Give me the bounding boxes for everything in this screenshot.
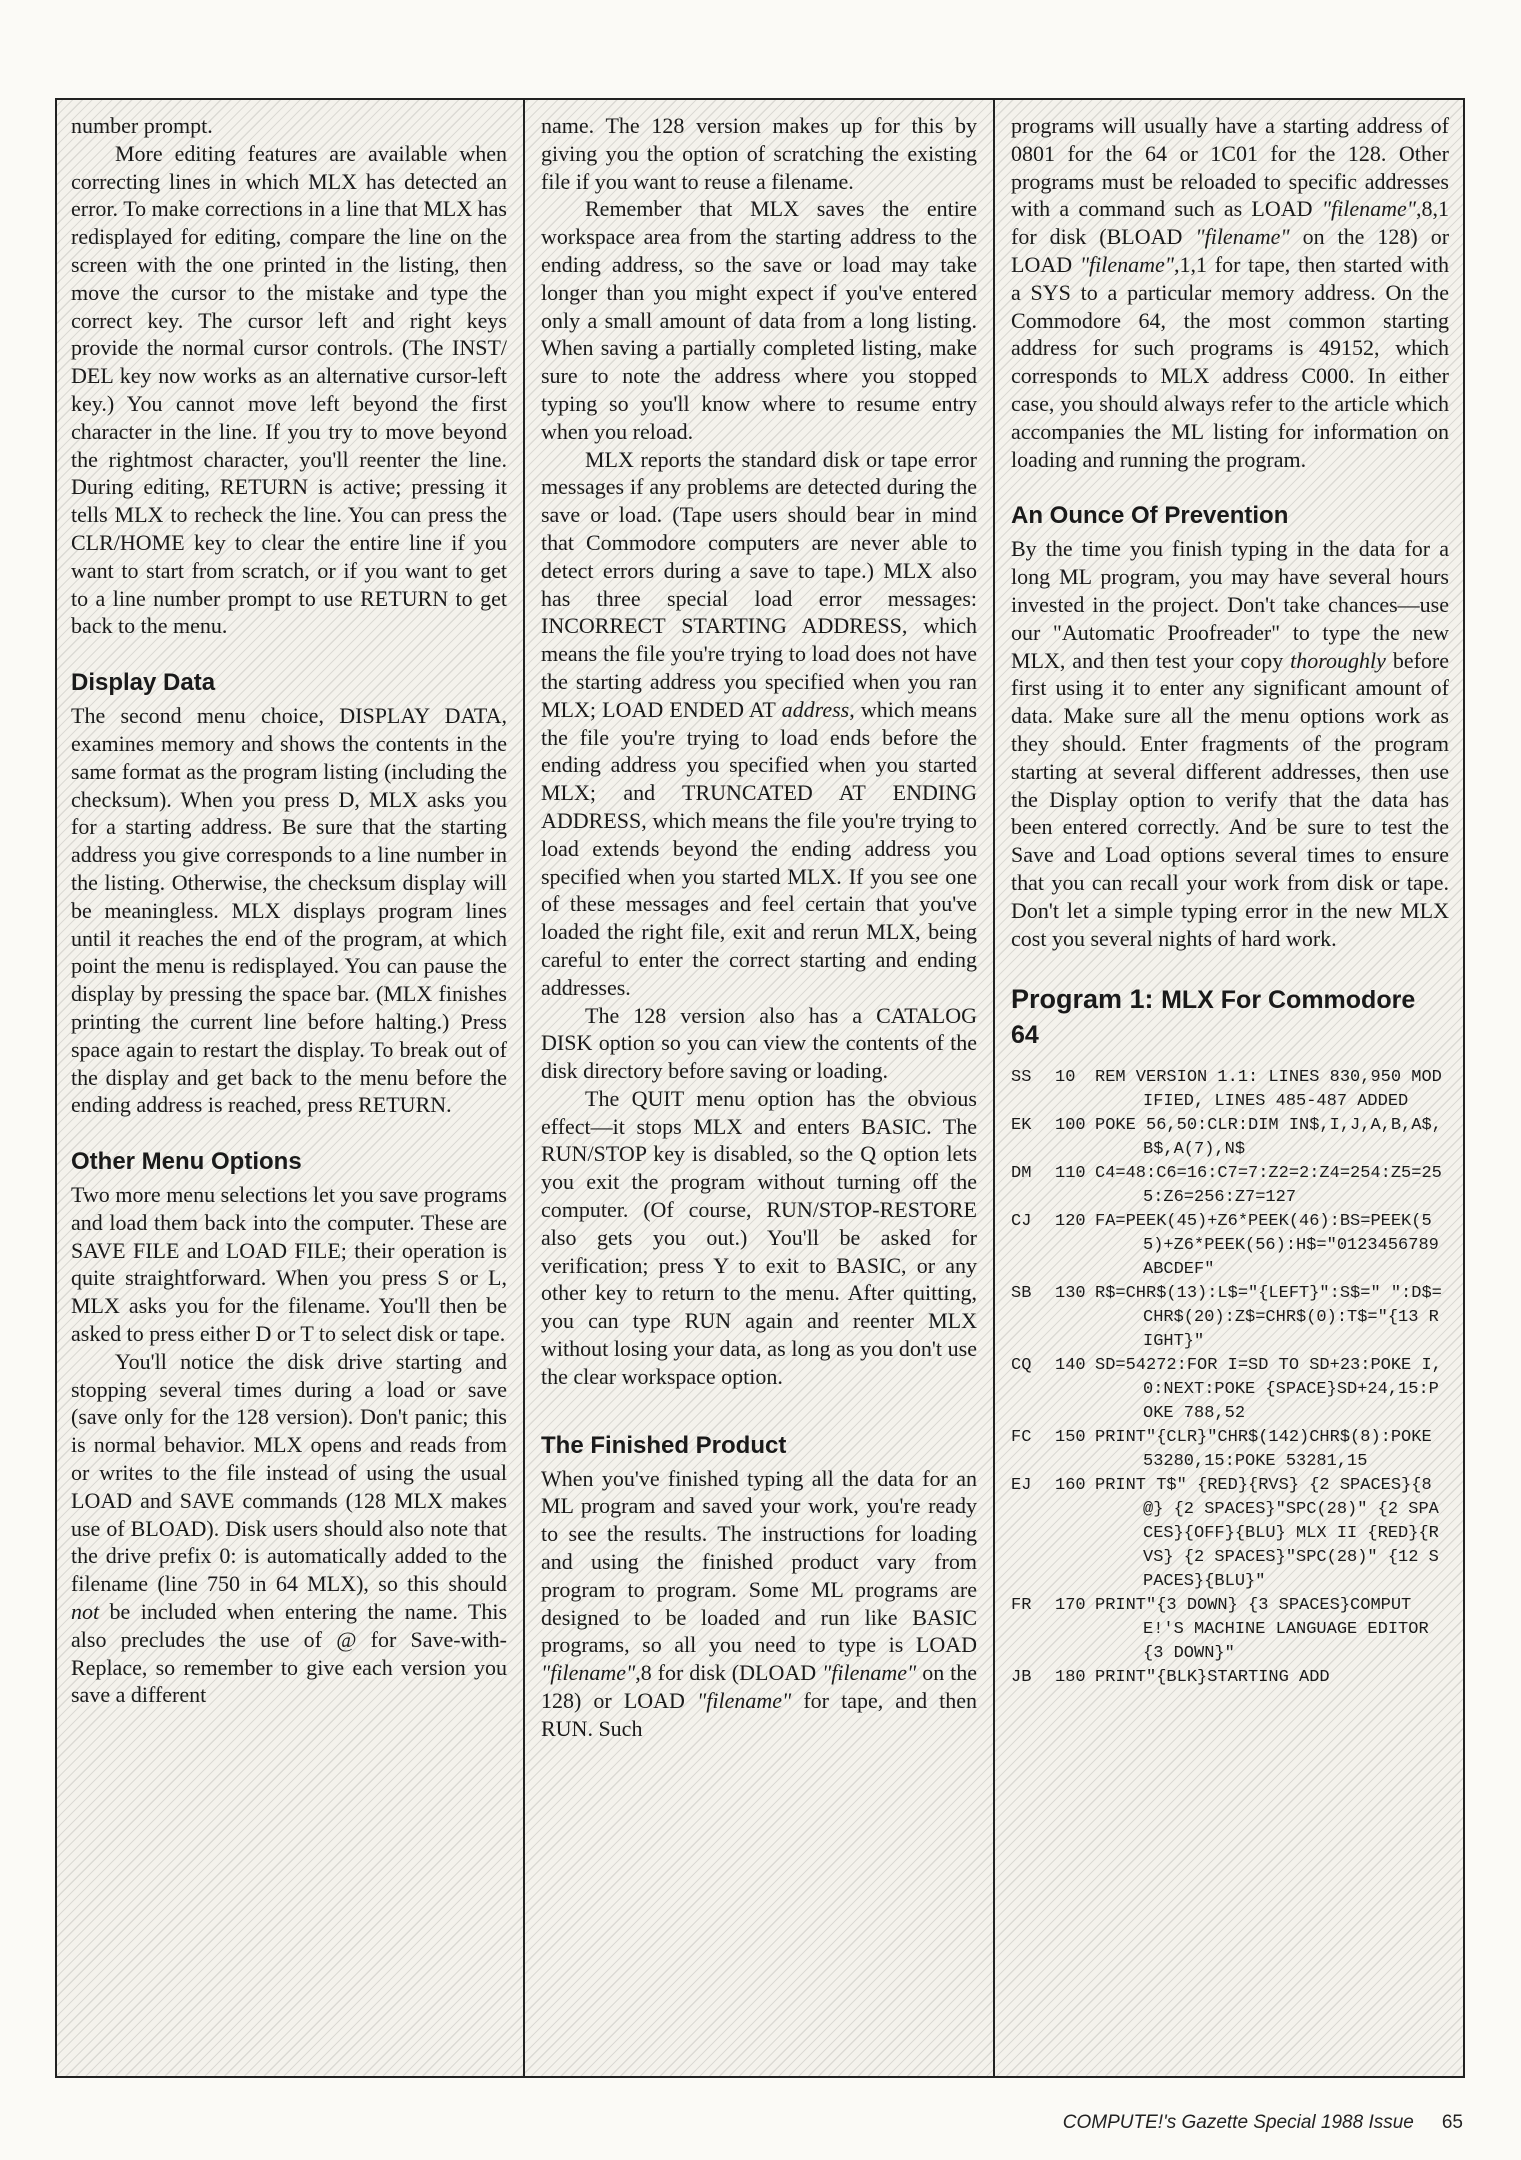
text-run: ,8,1 for disk (BLOAD [1011, 196, 1449, 250]
checksum: EJ [1011, 1476, 1032, 1496]
code-text: PRINT"{CLR}"CHR$(142)CHR$(8):POKE 53280,15:POKE 53281,15 [1095, 1428, 1432, 1472]
listing-line [1011, 1666, 1449, 1690]
line-number: 10 [1055, 1068, 1076, 1088]
emphasis: "filename" [1195, 224, 1290, 250]
code-text: PRINT"{BLK}STARTING ADD [1095, 1668, 1330, 1688]
line-number: 120 [1055, 1212, 1086, 1232]
listing-line [1011, 1474, 1449, 1594]
paragraph: The 128 version also has a CATALOG DISK option so you can view the contents of the disk directory before saving or loading. [541, 1002, 977, 1084]
page-footer [1063, 2112, 1463, 2134]
code-text: POKE 56,50:CLR:DIM IN$,I,J,A,B,A$,B$,A(7),N$ [1095, 1116, 1442, 1160]
text-run: By the time you finish typing in the data for a long ML program, you may have several hours invested in the project. Don't take chances—use our "Automatic Proofreader" to type the new MLX, and then test your copy [1011, 536, 1449, 673]
checksum: FR [1011, 1596, 1032, 1616]
paragraph: name. The 128 version makes up for this by giving you the option of scratching the existing file if you want to reuse a filename. [541, 113, 977, 194]
paragraph: The second menu choice, DISPLAY DATA, examines memory and shows the contents in the same format as the program listing (including the checksum). When you press D, MLX asks you for a starting address. Be sure that the starting address you give corresponds to a line number in the listing. Otherwise, the checksum display will be meaningless. MLX displays program lines until it reaches the end of the program, at which point the menu is redisplayed. You can pause the display by pressing the space bar. (MLX finishes printing the current line before halting.) Press space again to restart the display. To break out of the display and get back to the menu before the ending address is reached, press RETURN. [71, 703, 507, 1118]
checksum: SB [1011, 1284, 1032, 1304]
code-text: C4=48:C6=16:C7=7:Z2=2:Z4=254:Z5=255:Z6=256:Z7=127 [1095, 1164, 1442, 1208]
listing-line [1011, 1066, 1449, 1114]
text-run: ,8 for disk (DLOAD [635, 1660, 817, 1686]
text-run: When you've finished typing all the data for an ML program and saved your work, you're ready to see the results. The instructions for loading and using the finished product vary from program to program. Some ML programs are designed to be loaded and run like BASIC programs, so all you need to type is LOAD [541, 1465, 977, 1658]
paragraph: number prompt. [71, 113, 213, 138]
checksum: EK [1011, 1116, 1032, 1136]
column-2 [525, 98, 995, 2078]
page-top-margin [0, 0, 1521, 98]
text-run: on the 128) or LOAD [541, 1660, 977, 1714]
listing-line [1011, 1594, 1449, 1666]
program-label: Program 1: [1011, 984, 1154, 1015]
listing-line [1011, 1282, 1449, 1354]
code-text: R$=CHR$(13):L$="{LEFT}":S$=" ":D$=CHR$(20):Z$=CHR$(0):T$="{13 RIGHT}" [1095, 1284, 1442, 1352]
magazine-title: COMPUTE!'s Gazette Special 1988 Issue [1062, 2112, 1414, 2133]
emphasis: "filename" [541, 1660, 636, 1686]
page-number: 65 [1441, 2112, 1463, 2133]
line-number: 110 [1055, 1164, 1086, 1184]
emphasis: "filename" [822, 1660, 917, 1686]
line-number: 130 [1055, 1284, 1086, 1304]
paragraph [541, 446, 977, 1002]
section-heading-finished-product: The Finished Product [541, 1431, 787, 1459]
text-run: programs will usually have a starting address of 0801 for the 64 or 1C01 for the 128. Other programs must be reloaded to specific addresses with a command such as LOAD [1011, 113, 1449, 222]
text-run: for tape, and then RUN. Such [541, 1688, 978, 1741]
line-number: 160 [1055, 1476, 1086, 1496]
paragraph: Two more menu selections let you save programs and load them back into the computer. These are SAVE FILE and LOAD FILE; their operation is quite straightforward. When you press S or L, MLX asks you for the filename. You'll then be asked to press either D or T to select disk or tape. [71, 1182, 507, 1347]
text-run: on the 128) or LOAD [1011, 224, 1450, 277]
section-heading-other-menu-options: Other Menu Options [71, 1148, 302, 1176]
emphasis: not [71, 1599, 100, 1625]
emphasis: "filename" [1079, 251, 1175, 277]
listing-line [1011, 1114, 1449, 1162]
paragraph [541, 1465, 977, 1743]
text-run: You'll notice the disk drive starting and stopping several times during a load or save (save only for the 128 version). Don't panic; this is normal behavior. MLX opens and reads from or writes to the file instead of using the usual LOAD and SAVE commands (128 MLX makes use of BLOAD). Disk users should also note that the drive prefix 0: is automatically added to the filename (line 750 in 64 MLX), so this should [71, 1348, 507, 1597]
paragraph: Remember that MLX saves the entire workspace area from the starting address to the ending address, so the save or load may take longer than you might expect if you've entered only a small amount of data from a long listing. When saving a partially completed listing, make sure to note the address where you stopped typing so you'll know where to resume entry when you reload. [541, 196, 977, 444]
emphasis: "filename" [697, 1688, 792, 1714]
text-run: before first using it to enter any significant amount of data. Make sure all the menu options work as they should. Enter fragments of the program starting at several different addresses, then use the Display option to verify that the data has been entered correctly. And be sure to test the Save and Load options several times to ensure that you can recall your work from disk or tape. Don't let a simple typing error in the new MLX cost you several nights of hard work. [1011, 647, 1450, 951]
listing-line [1011, 1426, 1449, 1474]
line-number: 140 [1055, 1356, 1086, 1376]
code-text: REM VERSION 1.1: LINES 830,950 MODIFIED, LINES 485-487 ADDED [1095, 1068, 1442, 1112]
line-number: 170 [1055, 1596, 1086, 1616]
program-listing [1011, 1066, 1449, 1690]
code-text: PRINT"{3 DOWN} {3 SPACES}COMPUTE!'S MACHINE LANGUAGE EDITOR {3 DOWN}" [1095, 1596, 1429, 1664]
section-heading-display-data: Display Data [71, 669, 216, 697]
listing-line [1011, 1162, 1449, 1210]
listing-line [1011, 1354, 1449, 1426]
line-number: 180 [1055, 1668, 1086, 1688]
paragraph: More editing features are available when correcting lines in which MLX has detected an error. To make corrections in a line that MLX has redisplayed for editing, compare the line on the screen with the one printed in the listing, then move the cursor to the mistake and type the correct key. The cursor left and right keys provide the normal cursor controls. (The INST/ DEL key now works as an alternative cursor-left key.) You cannot move left beyond the first character in the line. If you try to move beyond the rightmost character, you'll reenter the line. During editing, RETURN is active; pressing it tells MLX to recheck the line. You can press the CLR/HOME key to clear the entire line if you want to start from scratch, or if you want to get to a line number prompt to use RETURN to get back to the menu. [71, 140, 507, 639]
checksum: CQ [1011, 1356, 1032, 1376]
section-heading-ounce-of-prevention: An Ounce Of Prevention [1011, 502, 1289, 530]
column-3 [995, 98, 1465, 2078]
listing-line [1011, 1210, 1449, 1282]
text-run: ,1,1 for tape, then started with a SYS to a particular memory address. On the Commodore 64, the most common starting address for such programs is 49152, which corresponds to MLX address C000. In either case, you should always refer to the article which accompanies the ML listing for information on loading and running the program. [1011, 251, 1449, 472]
program-heading [1011, 982, 1449, 1052]
paragraph [71, 1348, 507, 1709]
paragraph [1011, 535, 1449, 952]
emphasis: "filename" [1321, 196, 1416, 222]
paragraph [1011, 112, 1449, 473]
line-number: 150 [1055, 1428, 1086, 1448]
program-title: MLX For Commodore 64 [1011, 986, 1416, 1050]
code-text: SD=54272:FOR I=SD TO SD+23:POKE I,0:NEXT:POKE {SPACE}SD+24,15:POKE 788,52 [1095, 1356, 1442, 1424]
paragraph: The QUIT menu option has the obvious effect—it stops MLX and enters BASIC. The RUN/STOP key is disabled, so the Q option lets you exit the program without turning off the computer. (Of course, RUN/STOP-RESTORE also gets you out.) You'll be asked for verification; press Y to exit to BASIC, or any other key to return to the menu. After quitting, you can type RUN again and reenter MLX without losing your data, as long as you don't use the clear workspace option. [541, 1085, 977, 1389]
column-1 [55, 98, 525, 2078]
text-run: be included when entering the name. This also precludes the use of @ for Save-with-Replace, so remember to give each version you save a different [71, 1599, 508, 1708]
line-number: 100 [1055, 1116, 1086, 1136]
checksum: JB [1011, 1668, 1032, 1688]
checksum: CJ [1011, 1212, 1032, 1232]
checksum: SS [1011, 1068, 1032, 1088]
checksum: DM [1011, 1164, 1032, 1184]
code-text: FA=PEEK(45)+Z6*PEEK(46):BS=PEEK(55)+Z6*PEEK(56):H$="0123456789ABCDEF" [1095, 1212, 1439, 1280]
checksum: FC [1011, 1428, 1032, 1448]
text-run: , which means the file you're trying to load ends before the ending address you specified when you started MLX; and TRUNCATED AT ENDING ADDRESS, which means the file you're trying to load extends beyond the ending address you specified when you started MLX. If you see one of these messages and feel certain that you've loaded the right file, exit and rerun MLX, being careful to enter the correct starting and ending addresses. [541, 696, 978, 1000]
emphasis: thoroughly [1290, 647, 1386, 673]
text-run: MLX reports the standard disk or tape error messages if any problems are detected during the save or load. (Tape users should bear in mind that Commodore computers are never able to detect errors during a save to tape.) MLX also has three special load error messages: INCORRECT STARTING ADDRESS, which means the file you're trying to load does not have the starting address you specified when you ran MLX; LOAD ENDED AT [541, 446, 977, 722]
emphasis: address [781, 696, 850, 722]
code-text: PRINT T$" {RED}{RVS} {2 SPACES}{8 @} {2 SPACES}"SPC(28)" {2 SPACES}{OFF}{BLU} MLX II {RED}{RVS} {2 SPACES}"SPC(28)" {12 SPACES}{BLU}" [1095, 1476, 1439, 1592]
